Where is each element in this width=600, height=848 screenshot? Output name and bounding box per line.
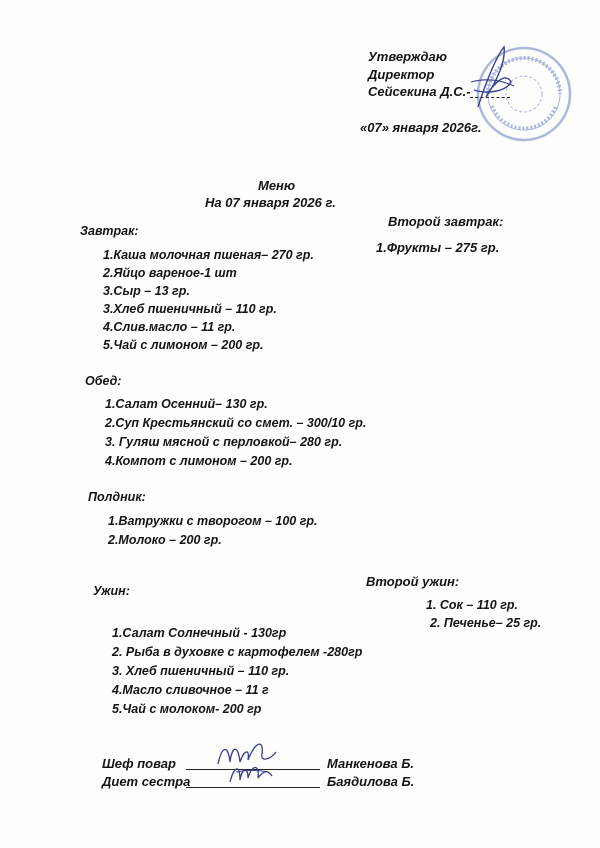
snack-item: 1.Ватружки с творогом – 100 гр. — [108, 514, 318, 528]
lunch-item: 3. Гуляш мясной с перловкой– 280 гр. — [105, 435, 343, 449]
menu-date: На 07 января 2026 г. — [205, 195, 336, 210]
second-breakfast-item: 1.Фрукты – 275 гр. — [376, 240, 500, 255]
dinner-item: 5.Чай с молоком- 200 гр — [112, 702, 262, 716]
second-dinner-item: 1. Сок – 110 гр. — [426, 598, 518, 612]
second-dinner-heading: Второй ужин: — [366, 574, 460, 589]
second-dinner-item: 2. Печенье– 25 гр. — [430, 616, 542, 630]
lunch-heading: Обед: — [85, 374, 122, 388]
diet-signature-icon — [226, 758, 276, 788]
dinner-item: 4.Масло сливочное – 11 г — [112, 683, 269, 697]
lunch-item: 2.Суп Крестьянский со смет. – 300/10 гр. — [105, 416, 367, 430]
director-signature-line — [470, 97, 510, 98]
chef-name: Манкенова Б. — [327, 756, 415, 771]
menu-title: Меню — [258, 178, 296, 193]
approval-director-name: Сейсекина Д.С.- — [368, 84, 471, 99]
breakfast-item: 2.Яйцо вареное-1 шт — [103, 266, 237, 280]
snack-heading: Полдник: — [88, 490, 146, 504]
breakfast-heading: Завтрак: — [80, 224, 139, 238]
approval-date: «07» января 2026г. — [360, 120, 482, 135]
dinner-item: 3. Хлеб пшеничный – 110 гр. — [112, 664, 290, 678]
lunch-item: 1.Салат Осенний– 130 гр. — [105, 397, 268, 411]
diet-name: Баядилова Б. — [327, 774, 415, 789]
dinner-item: 1.Салат Солнечный - 130гр — [112, 626, 287, 640]
snack-item: 2.Молоко – 200 гр. — [108, 533, 222, 547]
lunch-item: 4.Компот с лимоном – 200 гр. — [105, 454, 293, 468]
breakfast-item: 3.Сыр – 13 гр. — [103, 284, 190, 298]
dinner-item: 2. Рыба в духовке с картофелем -280гр — [112, 645, 363, 659]
breakfast-item: 5.Чай с лимоном – 200 гр. — [103, 338, 264, 352]
director-signature-icon — [466, 42, 516, 112]
breakfast-item: 4.Слив.масло – 11 гр. — [103, 320, 236, 334]
diet-label: Диет сестра — [102, 774, 191, 789]
dinner-heading: Ужин: — [93, 584, 130, 598]
chef-label: Шеф повар — [102, 756, 176, 771]
approval-approve: Утверждаю — [368, 49, 447, 64]
breakfast-item: 3.Хлеб пшеничный – 110 гр. — [103, 302, 277, 316]
second-breakfast-heading: Второй завтрак: — [388, 214, 504, 229]
approval-director: Директор — [368, 67, 435, 82]
breakfast-item: 1.Каша молочная пшеная– 270 гр. — [103, 248, 314, 262]
